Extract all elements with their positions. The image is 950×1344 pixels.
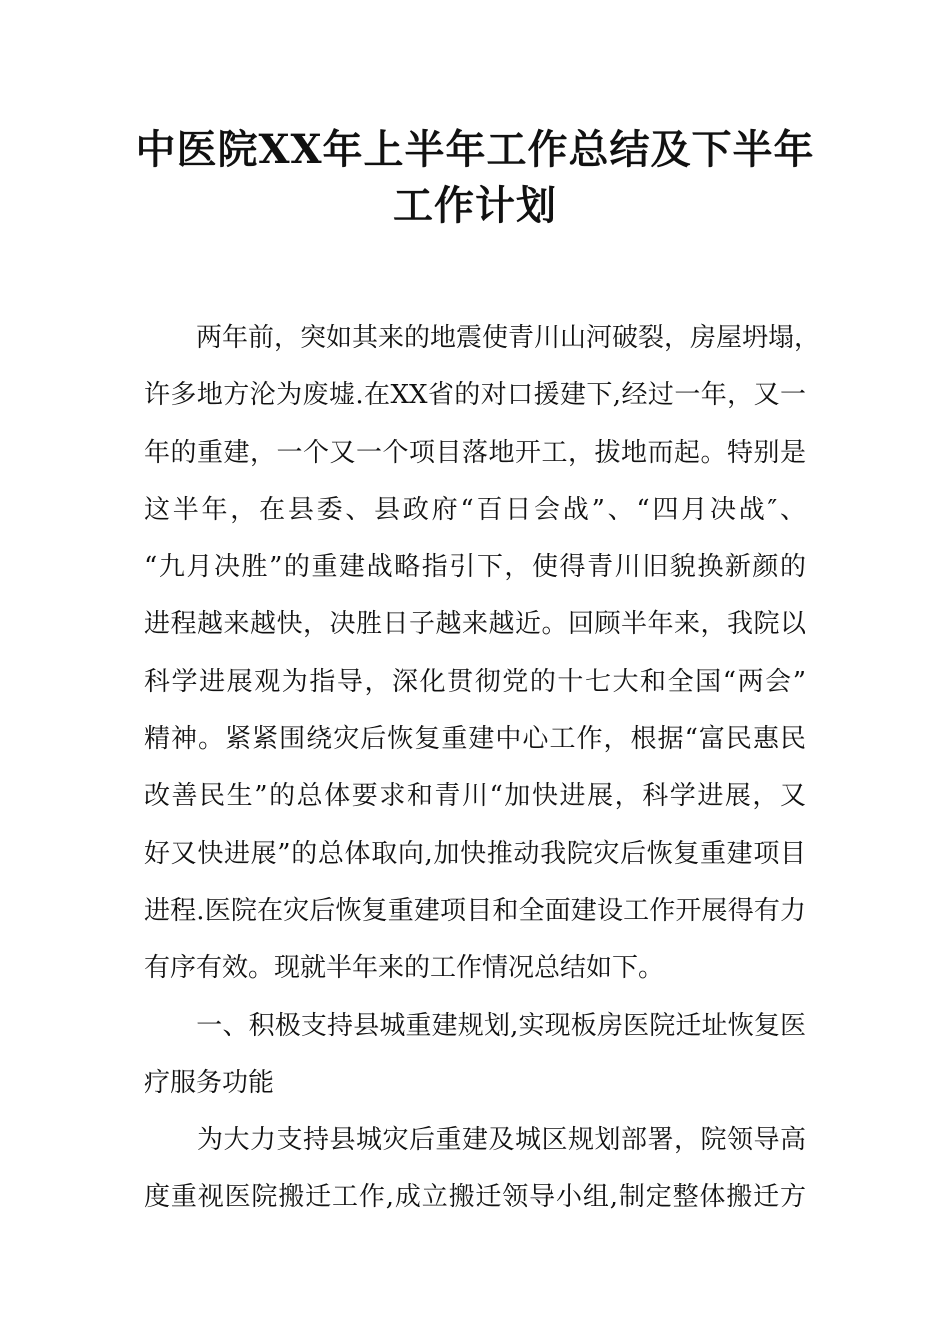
body-line: 为大力支持县城灾后重建及城区规划部署，院领导高 bbox=[144, 1125, 806, 1156]
section-heading-line: 一、积极支持县城重建规划,实现板房医院迁址恢复医 bbox=[144, 1010, 806, 1041]
body-line: 好又快进展”的总体取向,加快推动我院灾后恢复重建项目 bbox=[144, 838, 806, 869]
title-line-1: 中医院XX年上半年工作总结及下半年 bbox=[135, 126, 815, 173]
body-line: 进程.医院在灾后恢复重建项目和全面建设工作开展得有力 bbox=[144, 895, 806, 926]
body-line: 这半年，在县委、县政府“百日会战”、“四月决战″、 bbox=[144, 494, 806, 525]
body-line: “九月决胜”的重建战略指引下，使得青川旧貌换新颜的 bbox=[144, 552, 806, 583]
body-line: 精神。紧紧围绕灾后恢复重建中心工作，根据“富民惠民 bbox=[144, 724, 806, 755]
body-line: 有序有效。现就半年来的工作情况总结如下。 bbox=[144, 953, 665, 984]
body-line: 年的重建，一个又一个项目落地开工，拔地而起。特别是 bbox=[144, 437, 806, 468]
page-title bbox=[0, 122, 950, 234]
body-line: 改善民生”的总体要求和青川“加快进展，科学进展，又 bbox=[144, 781, 806, 812]
body-text bbox=[144, 310, 821, 1227]
body-line: 两年前，突如其来的地震使青川山河破裂，房屋坍塌， bbox=[144, 323, 821, 353]
body-line: 科学进展观为指导，深化贯彻党的十七大和全国“两会” bbox=[144, 666, 806, 697]
section-heading-line: 疗服务功能 bbox=[144, 1067, 275, 1098]
title-line-2: 工作计划 bbox=[393, 182, 557, 229]
body-line: 许多地方沦为废墟.在XX省的对口援建下,经过一年，又一 bbox=[144, 380, 806, 411]
body-line: 度重视医院搬迁工作,成立搬迁领导小组,制定整体搬迁方 bbox=[144, 1182, 806, 1213]
body-line: 进程越来越快，决胜日子越来越近。回顾半年来，我院以 bbox=[144, 609, 806, 640]
